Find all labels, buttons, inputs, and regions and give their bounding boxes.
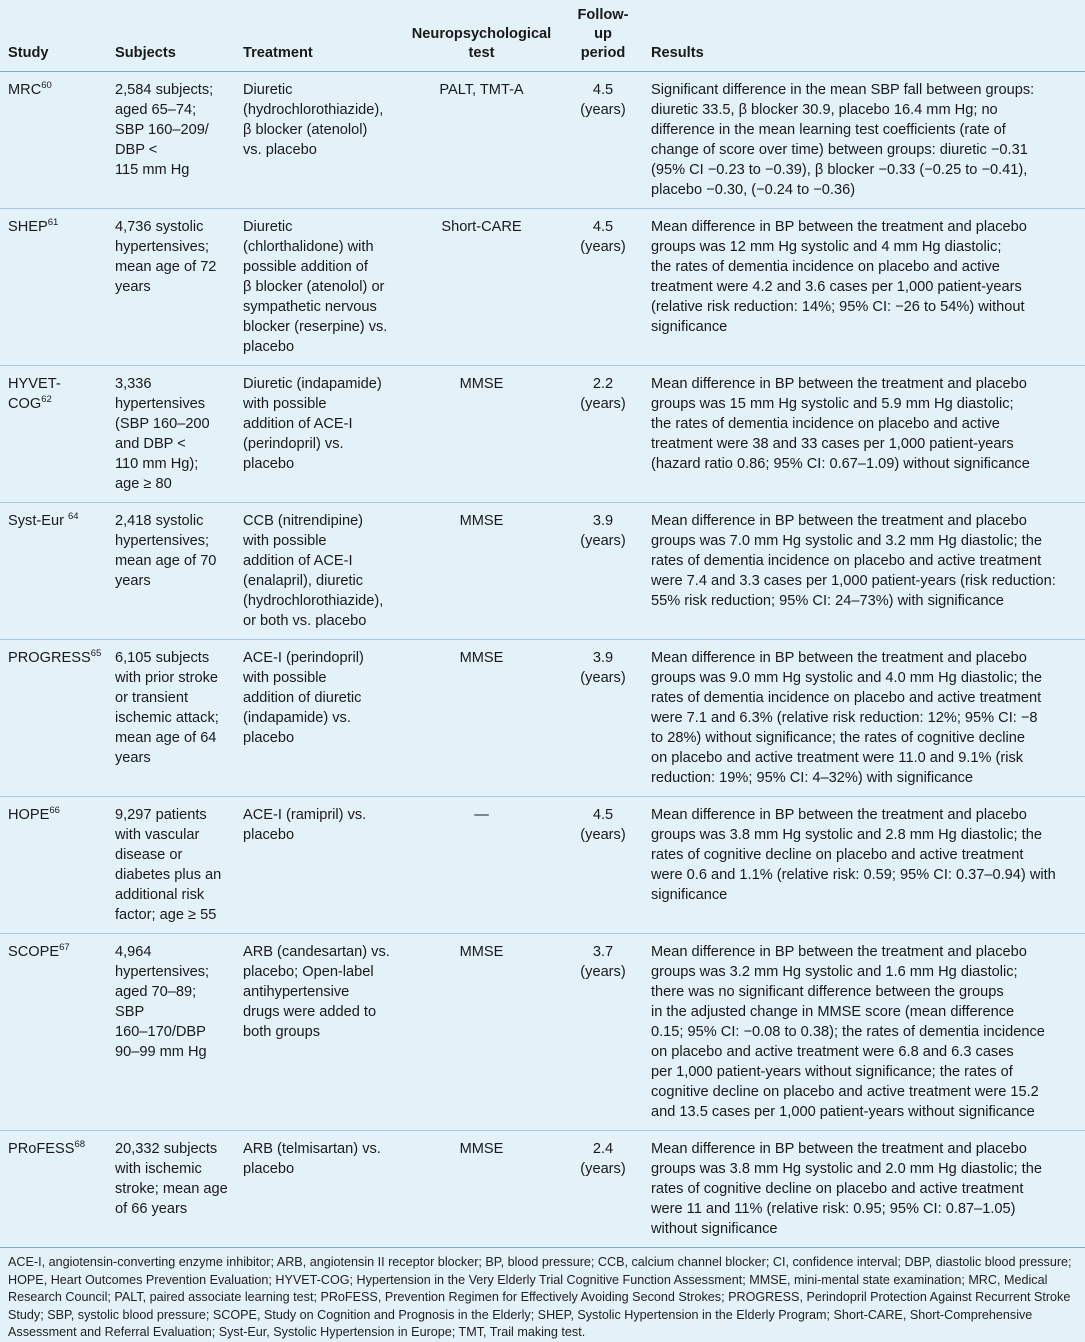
treatment-cell: ACE-I (ramipril) vs. placebo	[235, 797, 400, 934]
followup-cell: 2.4 (years)	[561, 1131, 643, 1248]
followup-cell: 3.9 (years)	[561, 503, 643, 640]
study-cell	[0, 797, 107, 934]
results-cell: Mean difference in BP between the treatment and placebo groups was 3.2 mm Hg systolic and 1.6 mm Hg diastolic; there was no significant difference between the groups in the adjusted change in MMSE score (mean difference 0.15; 95% CI: −0.08 to 0.38); the rates of dementia incidence on placebo and active treatment were 6.8 and 6.3 cases per 1,000 patient-years without significance; the rates of cognitive decline on placebo and active treatment were 15.2 and 13.5 cases per 1,000 patient-years without significance	[643, 934, 1085, 1131]
subjects-cell: 9,297 patients with vascular disease or diabetes plus an additional risk factor; age ≥ 55	[107, 797, 235, 934]
table-row	[0, 209, 1085, 366]
study-name: Syst-Eur	[8, 513, 69, 529]
test-cell: MMSE	[400, 1131, 561, 1248]
study-cell	[0, 1131, 107, 1248]
study-cell	[0, 72, 107, 209]
header-row	[0, 0, 1085, 72]
results-cell: Mean difference in BP between the treatment and placebo groups was 12 mm Hg systolic and 4 mm Hg diastolic; the rates of dementia incidence on placebo and active treatment were 4.2 and 3.6 cases per 1,000 patient-years (relative risk reduction: 14%; 95% CI: −26 to 54%) without significance	[643, 209, 1085, 366]
table-row	[0, 934, 1085, 1131]
followup-cell: 4.5 (years)	[561, 72, 643, 209]
reference-number: 60	[41, 80, 52, 91]
header-results: Results	[643, 0, 1085, 72]
study-name: SHEP	[8, 219, 48, 235]
subjects-cell: 3,336 hypertensives (SBP 160–200 and DBP < 110 mm Hg); age ≥ 80	[107, 366, 235, 503]
followup-cell: 2.2 (years)	[561, 366, 643, 503]
followup-cell: 4.5 (years)	[561, 209, 643, 366]
header-test: Neuropsychological test	[400, 0, 561, 72]
header-followup: Follow-up period	[561, 0, 643, 72]
test-cell: —	[400, 797, 561, 934]
test-cell: MMSE	[400, 934, 561, 1131]
study-cell	[0, 934, 107, 1131]
table-row	[0, 797, 1085, 934]
results-cell: Mean difference in BP between the treatment and placebo groups was 3.8 mm Hg systolic and 2.0 mm Hg diastolic; the rates of cognitive decline on placebo and active treatment were 11 and 11% (relative risk: 0.95; 95% CI: 0.87–1.05) without significance	[643, 1131, 1085, 1248]
table-header	[0, 0, 1085, 72]
study-name: HOPE	[8, 807, 50, 823]
results-cell: Mean difference in BP between the treatment and placebo groups was 15 mm Hg systolic and 5.9 mm Hg diastolic; the rates of dementia incidence on placebo and active treatment were 38 and 33 cases per 1,000 patient-years (hazard ratio 0.86; 95% CI: 0.67–1.09) without significance	[643, 366, 1085, 503]
results-cell: Mean difference in BP between the treatment and placebo groups was 9.0 mm Hg systolic and 4.0 mm Hg diastolic; the rates of dementia incidence on placebo and active treatment were 7.1 and 6.3% (relative risk reduction: 12%; 95% CI: −8 to 28%) without significance; the rates of cognitive decline on placebo and active treatment were 11.0 and 9.1% (risk reduction: 19%; 95% CI: 4–32%) with significance	[643, 640, 1085, 797]
test-cell: MMSE	[400, 503, 561, 640]
followup-cell: 4.5 (years)	[561, 797, 643, 934]
test-cell: Short-CARE	[400, 209, 561, 366]
followup-cell: 3.9 (years)	[561, 640, 643, 797]
table-row	[0, 503, 1085, 640]
table-footnote: ACE-I, angiotensin-converting enzyme inhibitor; ARB, angiotensin II receptor blocker; BP, blood pressure; CCB, calcium channel blocker; CI, confidence interval; DBP, diastolic blood pressure; HOPE, Heart Outcomes Prevention Evaluation; HYVET-COG; Hypertension in the Very Elderly Trial Cognitive Function Assessment; MMSE, mini-mental state examination; MRC, Medical Research Council; PALT, paired associate learning test; PRoFESS, Prevention Regimen for Effectively Avoiding Second Strokes; PROGRESS, Perindopril Protection Against Recurrent Stroke Study; SBP, systolic blood pressure; SCOPE, Study on Cognition and Prognosis in the Elderly; SHEP, Systolic Hypertension in the Elderly Program; Short-CARE, Short-Comprehensive Assessment and Referral Evaluation; Syst-Eur, Systolic Hypertension in Europe; TMT, Trail making test.	[8, 1255, 1072, 1339]
study-name: SCOPE	[8, 944, 60, 960]
table-body	[0, 72, 1085, 1248]
treatment-cell: Diuretic (hydrochlorothiazide), β blocker (atenolol) vs. placebo	[235, 72, 400, 209]
table-row	[0, 72, 1085, 209]
followup-cell: 3.7 (years)	[561, 934, 643, 1131]
treatment-cell: ARB (candesartan) vs. placebo; Open-label antihypertensive drugs were added to both groups	[235, 934, 400, 1131]
study-cell	[0, 503, 107, 640]
results-cell: Significant difference in the mean SBP fall between groups: diuretic 33.5, β blocker 30.9, placebo 16.4 mm Hg; no difference in the mean learning test coefficients (rate of change of score over time) between groups: diuretic −0.31 (95% CI −0.23 to −0.39), β blocker −0.33 (−0.25 to −0.41), placebo −0.30, (−0.24 to −0.36)	[643, 72, 1085, 209]
subjects-cell: 4,736 systolic hypertensives; mean age of 72 years	[107, 209, 235, 366]
study-name: MRC	[8, 82, 42, 98]
header-study: Study	[0, 0, 107, 72]
reference-number: 64	[68, 511, 79, 522]
reference-number: 66	[49, 805, 60, 816]
study-name: PRoFESS	[8, 1141, 75, 1157]
treatment-cell: Diuretic (chlorthalidone) with possible addition of β blocker (atenolol) or sympathetic nervous blocker (reserpine) vs. placebo	[235, 209, 400, 366]
table-row	[0, 366, 1085, 503]
header-subjects: Subjects	[107, 0, 235, 72]
subjects-cell: 6,105 subjects with prior stroke or transient ischemic attack; mean age of 64 years	[107, 640, 235, 797]
header-treatment: Treatment	[235, 0, 400, 72]
study-name: HYVET-COG	[8, 376, 61, 412]
subjects-cell: 2,584 subjects; aged 65–74; SBP 160–209/ DBP < 115 mm Hg	[107, 72, 235, 209]
treatment-cell: ACE-I (perindopril) with possible addition of diuretic (indapamide) vs. placebo	[235, 640, 400, 797]
reference-number: 67	[59, 942, 70, 953]
results-cell: Mean difference in BP between the treatment and placebo groups was 7.0 mm Hg systolic and 3.2 mm Hg diastolic; the rates of dementia incidence on placebo and active treatment were 7.4 and 3.3 cases per 1,000 patient-years (risk reduction: 55% risk reduction; 95% CI: 24–73%) with significance	[643, 503, 1085, 640]
test-cell: MMSE	[400, 366, 561, 503]
table-row	[0, 1131, 1085, 1248]
treatment-cell: CCB (nitrendipine) with possible addition of ACE-I (enalapril), diuretic (hydrochlorothiazide), or both vs. placebo	[235, 503, 400, 640]
results-cell: Mean difference in BP between the treatment and placebo groups was 3.8 mm Hg systolic and 2.8 mm Hg diastolic; the rates of cognitive decline on placebo and active treatment were 0.6 and 1.1% (relative risk: 0.59; 95% CI: 0.37–0.94) with significance	[643, 797, 1085, 934]
study-cell	[0, 209, 107, 366]
treatment-cell: Diuretic (indapamide) with possible addition of ACE-I (perindopril) vs. placebo	[235, 366, 400, 503]
study-cell	[0, 366, 107, 503]
treatment-cell: ARB (telmisartan) vs. placebo	[235, 1131, 400, 1248]
table-row	[0, 640, 1085, 797]
subjects-cell: 2,418 systolic hypertensives; mean age of 70 years	[107, 503, 235, 640]
study-name: PROGRESS	[8, 650, 91, 666]
reference-number: 62	[41, 394, 52, 405]
reference-number: 68	[74, 1139, 86, 1150]
test-cell: PALT, TMT-A	[400, 72, 561, 209]
study-cell	[0, 640, 107, 797]
reference-number: 65	[90, 648, 102, 659]
subjects-cell: 20,332 subjects with ischemic stroke; mean age of 66 years	[107, 1131, 235, 1248]
subjects-cell: 4,964 hypertensives; aged 70–89; SBP 160–170/DBP 90–99 mm Hg	[107, 934, 235, 1131]
reference-number: 61	[47, 217, 59, 228]
test-cell: MMSE	[400, 640, 561, 797]
